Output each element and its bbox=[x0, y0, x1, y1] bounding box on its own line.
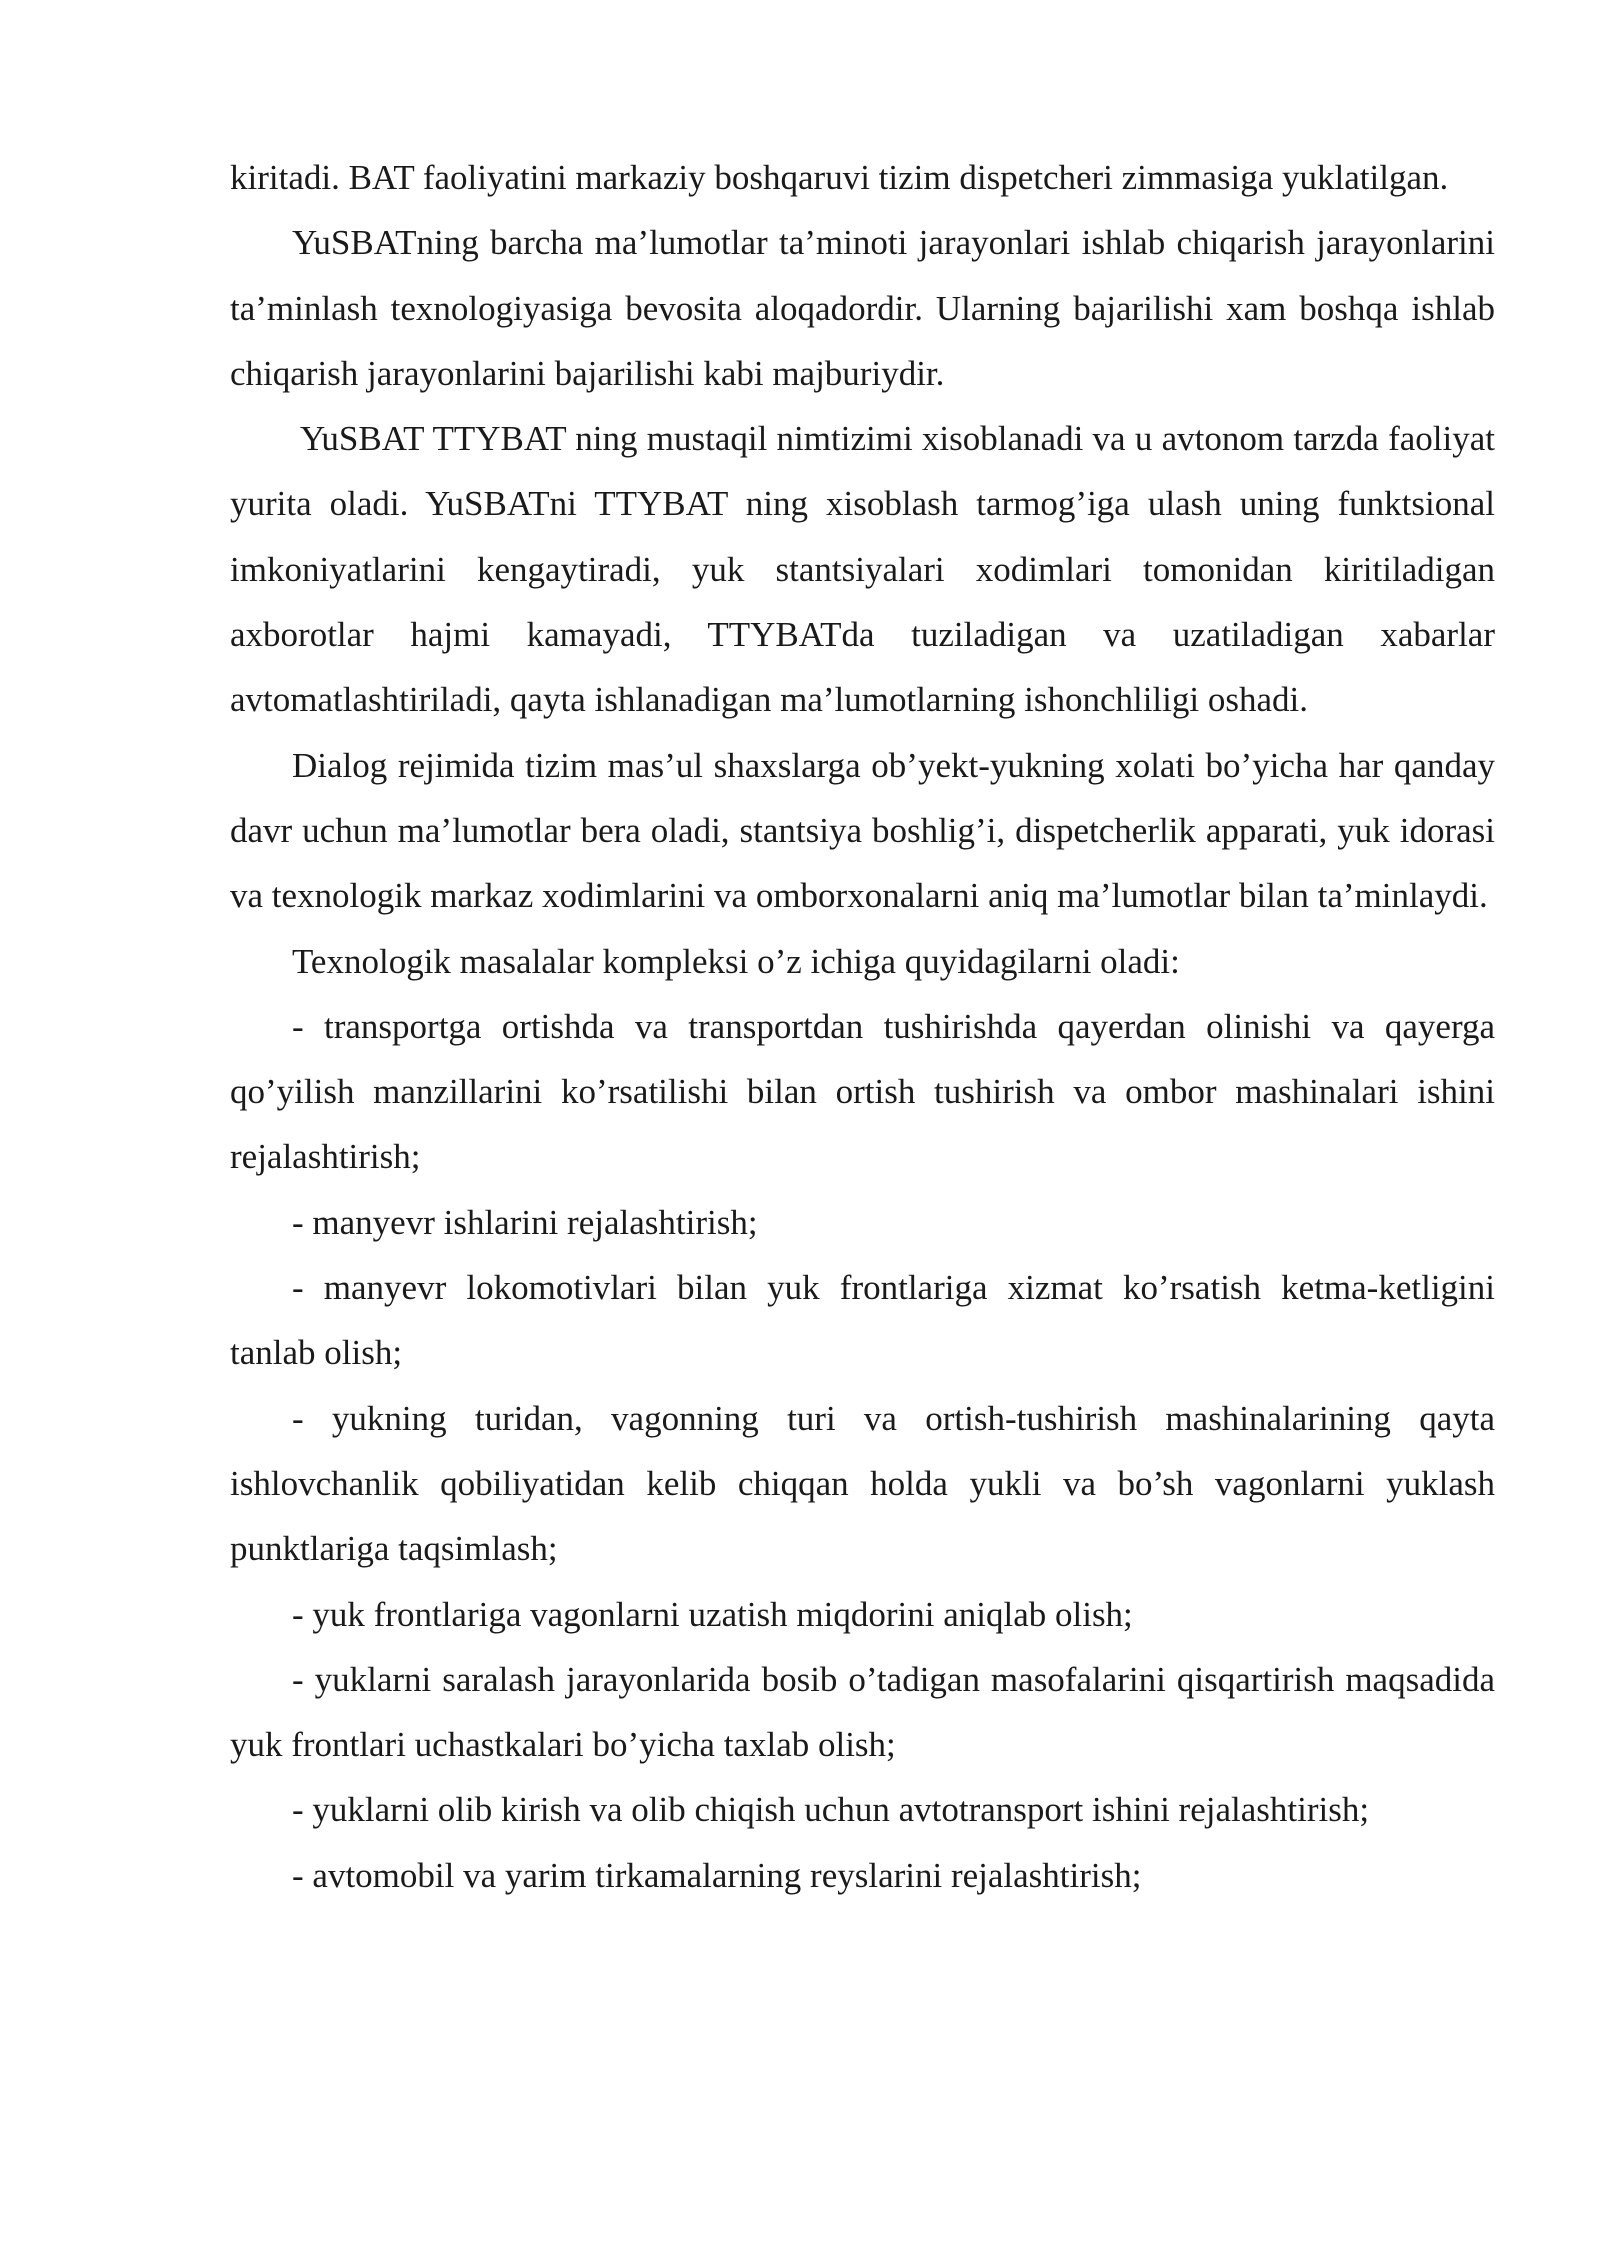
paragraph-yusbat-subsystem: YuSBAT TTYBAT ning mustaqil nimtizimi xisoblanadi va u avtonom tarzda faoliyat yurita oladi. YuSBATni TTYBAT ning xisoblash tarmog’iga ulash uning funktsional imkoniyatlarini kengaytiradi, yuk stantsiyalari xodimlari tomonidan kiritiladigan axborotlar hajmi kamayadi, TTYBATda tuziladigan va uzatiladigan xabarlar avtomatlashtiriladi, qayta ishlanadigan ma’lumotlarning ishonchliligi oshadi. bbox=[230, 419, 1495, 720]
list-item: - manyevr lokomotivlari bilan yuk frontlariga xizmat ko’rsatish ketma-ketligini tanlab olish; bbox=[230, 1268, 1495, 1373]
list-item: - yukning turidan, vagonning turi va ortish-tushirish mashinalarining qayta ishlovchanlik qobiliyatidan kelib chiqqan holda yukli va bo’sh vagonlarni yuklash punktlariga taqsimlash; bbox=[230, 1398, 1495, 1569]
list-item: - transportga ortishda va transportdan tushirishda qayerdan olinishi va qayerga qo’yilish manzillarini ko’rsatilishi bilan ortish tushirish va ombor mashinalari ishini rejalashtirish; bbox=[230, 1006, 1495, 1177]
list-item: - yuklarni saralash jarayonlarida bosib o’tadigan masofalarini qisqartirish maqsadida yuk frontlari uchastkalari bo’yicha taxlab olish; bbox=[230, 1659, 1495, 1765]
paragraph-dialog-mode: Dialog rejimida tizim mas’ul shaxslarga ob’yekt-yukning xolati bo’yicha har qanday davr uchun ma’lumotlar bera oladi, stantsiya boshlig’i, dispetcherlik apparati, yuk idorasi va texnologik markaz xodimlarini va omborxonalarni aniq ma’lumotlar bilan ta’minlaydi. bbox=[230, 745, 1495, 916]
page-body bbox=[230, 145, 1495, 1908]
list-item: - yuklarni olib kirish va olib chiqish uchun avtotransport ishini rejalashtirish; bbox=[292, 1790, 1370, 1830]
paragraph-yusbat-info-support: YuSBATning barcha ma’lumotlar ta’minoti jarayonlari ishlab chiqarish jarayonlarini ta’minlash texnologiyasiga bevosita aloqadordir. Ularning bajarilishi xam boshqa ishlab chiqarish jarayonlarini bajarilishi kabi majburiydir. bbox=[230, 223, 1495, 393]
list-item: - yuk frontlariga vagonlarni uzatish miqdorini aniqlab olish; bbox=[292, 1594, 1133, 1634]
list-item: - avtomobil va yarim tirkamalarning reyslarini rejalashtirish; bbox=[292, 1855, 1142, 1895]
paragraph-tasks-intro: Texnologik masalalar kompleksi o’z ichiga quyidagilarni oladi: bbox=[292, 941, 1180, 981]
list-item: - manyevr ishlarini rejalashtirish; bbox=[292, 1202, 758, 1242]
paragraph-continuation: kiritadi. BAT faoliyatini markaziy boshqaruvi tizim dispetcheri zimmasiga yuklatilgan. bbox=[230, 158, 1449, 197]
